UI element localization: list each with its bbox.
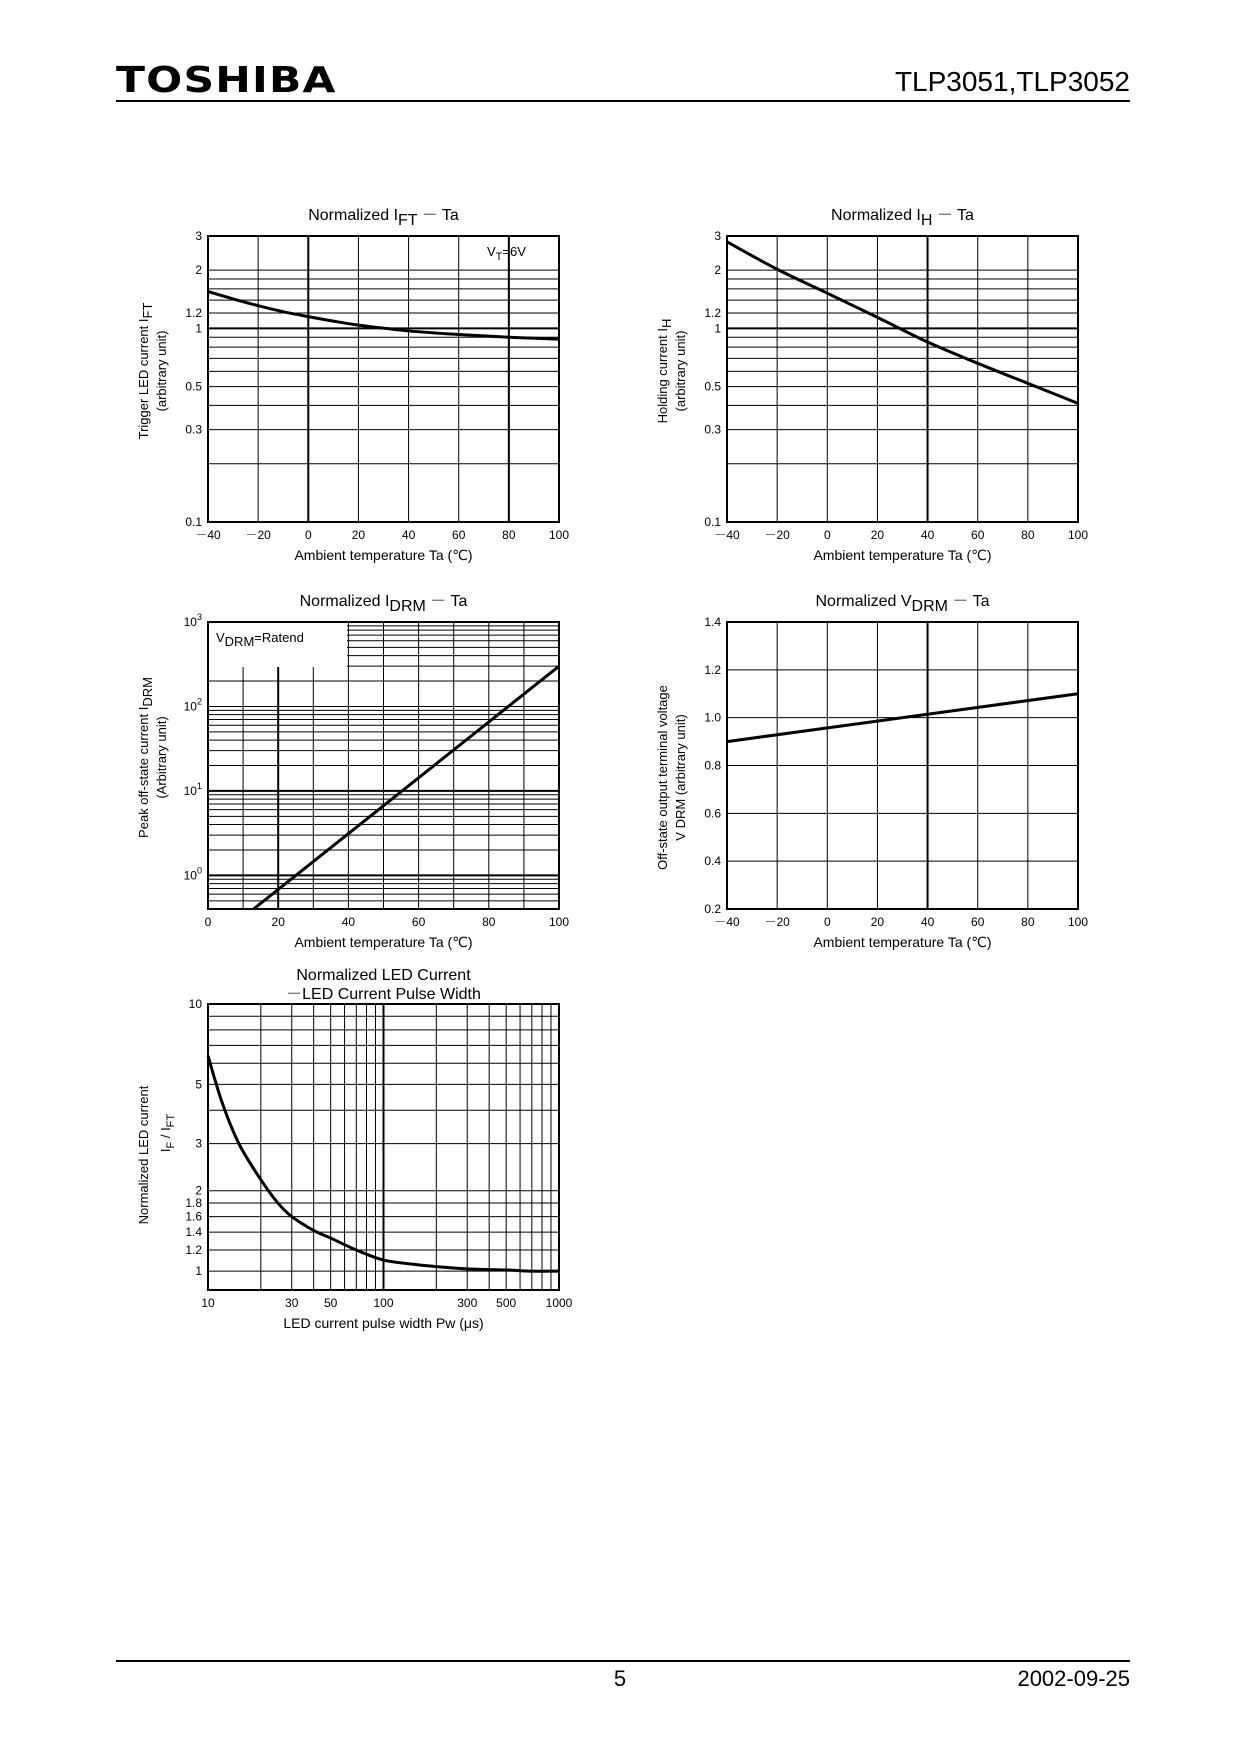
x-tick-label: 10: [201, 1296, 215, 1310]
x-tick-label: 40: [341, 915, 356, 929]
x-tick-label: 100: [1067, 915, 1089, 929]
y-tick-label: 1.2: [185, 1242, 202, 1257]
y-tick-label: 0.2: [704, 902, 721, 916]
chart-idrm: [136, 593, 569, 950]
chart-title: Normalized LED Current: [296, 967, 471, 984]
x-tick-label: 0: [823, 915, 831, 929]
x-tick-label: 60: [971, 528, 985, 542]
part-numbers: TLP3051,TLP3052: [894, 66, 1130, 97]
x-axis-label: Ambient temperature Ta (℃): [813, 547, 992, 563]
y-axis-label: Peak off-state current IDRM: [136, 677, 155, 838]
y-axis-label: (Arbitrary unit): [154, 716, 169, 799]
y-tick-label: 3: [195, 229, 202, 243]
y-tick-label: 0.3: [185, 422, 202, 437]
x-axis-label: Ambient temperature Ta (℃): [294, 547, 473, 563]
y-tick-label: 1: [195, 1264, 202, 1279]
y-axis-label: (arbitrary unit): [673, 330, 688, 412]
document-date: 2002-09-25: [1017, 1666, 1130, 1691]
x-tick-label: －20: [764, 528, 790, 542]
y-tick-label: 1.2: [704, 306, 721, 321]
chart-ift: [136, 207, 569, 563]
x-tick-label: 40: [920, 528, 935, 542]
x-tick-label: 300: [457, 1296, 478, 1310]
chart-ih: [655, 207, 1088, 563]
chart-title: Normalized IFT － Ta: [308, 207, 459, 229]
y-axis-label: V DRM (arbitrary unit): [673, 714, 688, 841]
y-tick-label: 0.5: [185, 379, 202, 394]
y-tick-label: 0.6: [704, 806, 721, 821]
y-tick-label: 0.1: [704, 515, 721, 529]
x-tick-label: －40: [195, 528, 221, 542]
x-tick-label: －20: [245, 528, 271, 542]
x-tick-label: 20: [870, 528, 885, 542]
y-tick-label: $10^0$: [183, 865, 202, 883]
y-tick-label: 0.3: [704, 422, 721, 437]
x-tick-label: 60: [411, 915, 426, 929]
y-tick-label: 1.0: [704, 710, 721, 725]
y-tick-label: 3: [714, 229, 721, 243]
x-tick-label: 80: [482, 915, 496, 929]
y-tick-label: 2: [195, 1183, 202, 1198]
x-tick-label: 20: [351, 528, 366, 542]
y-tick-label: 0.4: [704, 854, 721, 869]
x-tick-label: 100: [548, 528, 570, 542]
chart-vdrm: [655, 593, 1088, 950]
y-tick-label: $10^3$: [183, 612, 202, 629]
y-tick-label: 0.8: [704, 758, 721, 773]
y-tick-label: 5: [195, 1077, 202, 1092]
x-tick-label: －40: [714, 915, 740, 929]
x-tick-label: 1000: [545, 1296, 573, 1310]
chart-title: －LED Current Pulse Width: [286, 986, 481, 1003]
y-tick-label: $10^2$: [183, 696, 202, 714]
y-axis-label: $I_F / I_{FT}$: [158, 1113, 177, 1153]
chart-title: Normalized VDRM － Ta: [815, 593, 990, 615]
y-tick-label: 1.4: [185, 1225, 202, 1240]
series-line: [254, 666, 559, 909]
x-axis-label: Ambient temperature Ta (℃): [294, 934, 473, 950]
annotation-label: VDRM=Ratend: [216, 630, 304, 649]
y-tick-label: 1: [714, 321, 721, 336]
series-line: [727, 242, 1078, 404]
y-axis-label: Off-state output terminal voltage: [655, 685, 670, 870]
chart-title: Normalized IH － Ta: [831, 207, 974, 229]
toshiba-logo: TOSHIBA: [116, 60, 337, 101]
y-tick-label: 0.1: [185, 515, 202, 529]
x-tick-label: 20: [271, 915, 285, 929]
y-axis-label: Normalized LED current: [136, 1085, 151, 1225]
x-tick-label: 80: [1021, 915, 1035, 929]
series-line: [208, 292, 559, 340]
chart-title: Normalized IDRM － Ta: [299, 593, 468, 615]
x-tick-label: －40: [714, 528, 740, 542]
y-axis-label: (arbitrary unit): [154, 330, 169, 412]
y-tick-label: 1.6: [185, 1209, 202, 1224]
y-tick-label: 1.2: [704, 662, 721, 677]
x-tick-label: 60: [971, 915, 985, 929]
page-number: 5: [613, 1666, 627, 1691]
x-tick-label: －20: [764, 915, 790, 929]
footer-rule: [116, 1660, 1130, 1662]
x-tick-label: 20: [870, 915, 885, 929]
x-axis-label: Ambient temperature Ta (℃): [813, 934, 992, 950]
x-tick-label: 80: [502, 528, 516, 542]
y-tick-label: 2: [195, 263, 202, 278]
chart-pulse: [136, 967, 573, 1331]
y-axis-label: Holding current IH: [655, 318, 674, 424]
x-tick-label: 60: [452, 528, 466, 542]
x-tick-label: 0: [304, 528, 312, 542]
x-tick-label: 30: [285, 1296, 299, 1310]
x-tick-label: 100: [373, 1296, 394, 1310]
y-tick-label: $10^1$: [183, 780, 202, 798]
x-tick-label: 100: [548, 915, 570, 929]
y-tick-label: 1.4: [704, 615, 721, 629]
y-axis-label: Trigger LED current IFT: [136, 302, 155, 440]
y-tick-label: 3: [195, 1136, 202, 1151]
y-tick-label: 2: [714, 263, 721, 278]
x-tick-label: 500: [496, 1296, 517, 1310]
y-tick-label: 10: [188, 997, 202, 1011]
x-tick-label: 100: [1067, 528, 1089, 542]
y-tick-label: 0.5: [704, 379, 721, 394]
x-tick-label: 40: [920, 915, 935, 929]
x-tick-label: 0: [823, 528, 831, 542]
y-tick-label: 1: [195, 321, 202, 336]
y-tick-label: 1.8: [185, 1195, 202, 1210]
x-axis-label: LED current pulse width Pw (μs): [283, 1315, 484, 1331]
annotation-label: $V_T=6V$: [487, 244, 526, 263]
y-tick-label: 1.2: [185, 306, 202, 321]
x-tick-label: 40: [401, 528, 416, 542]
x-tick-label: 80: [1021, 528, 1035, 542]
x-tick-label: 50: [323, 1296, 338, 1310]
x-tick-label: 0: [204, 915, 212, 929]
